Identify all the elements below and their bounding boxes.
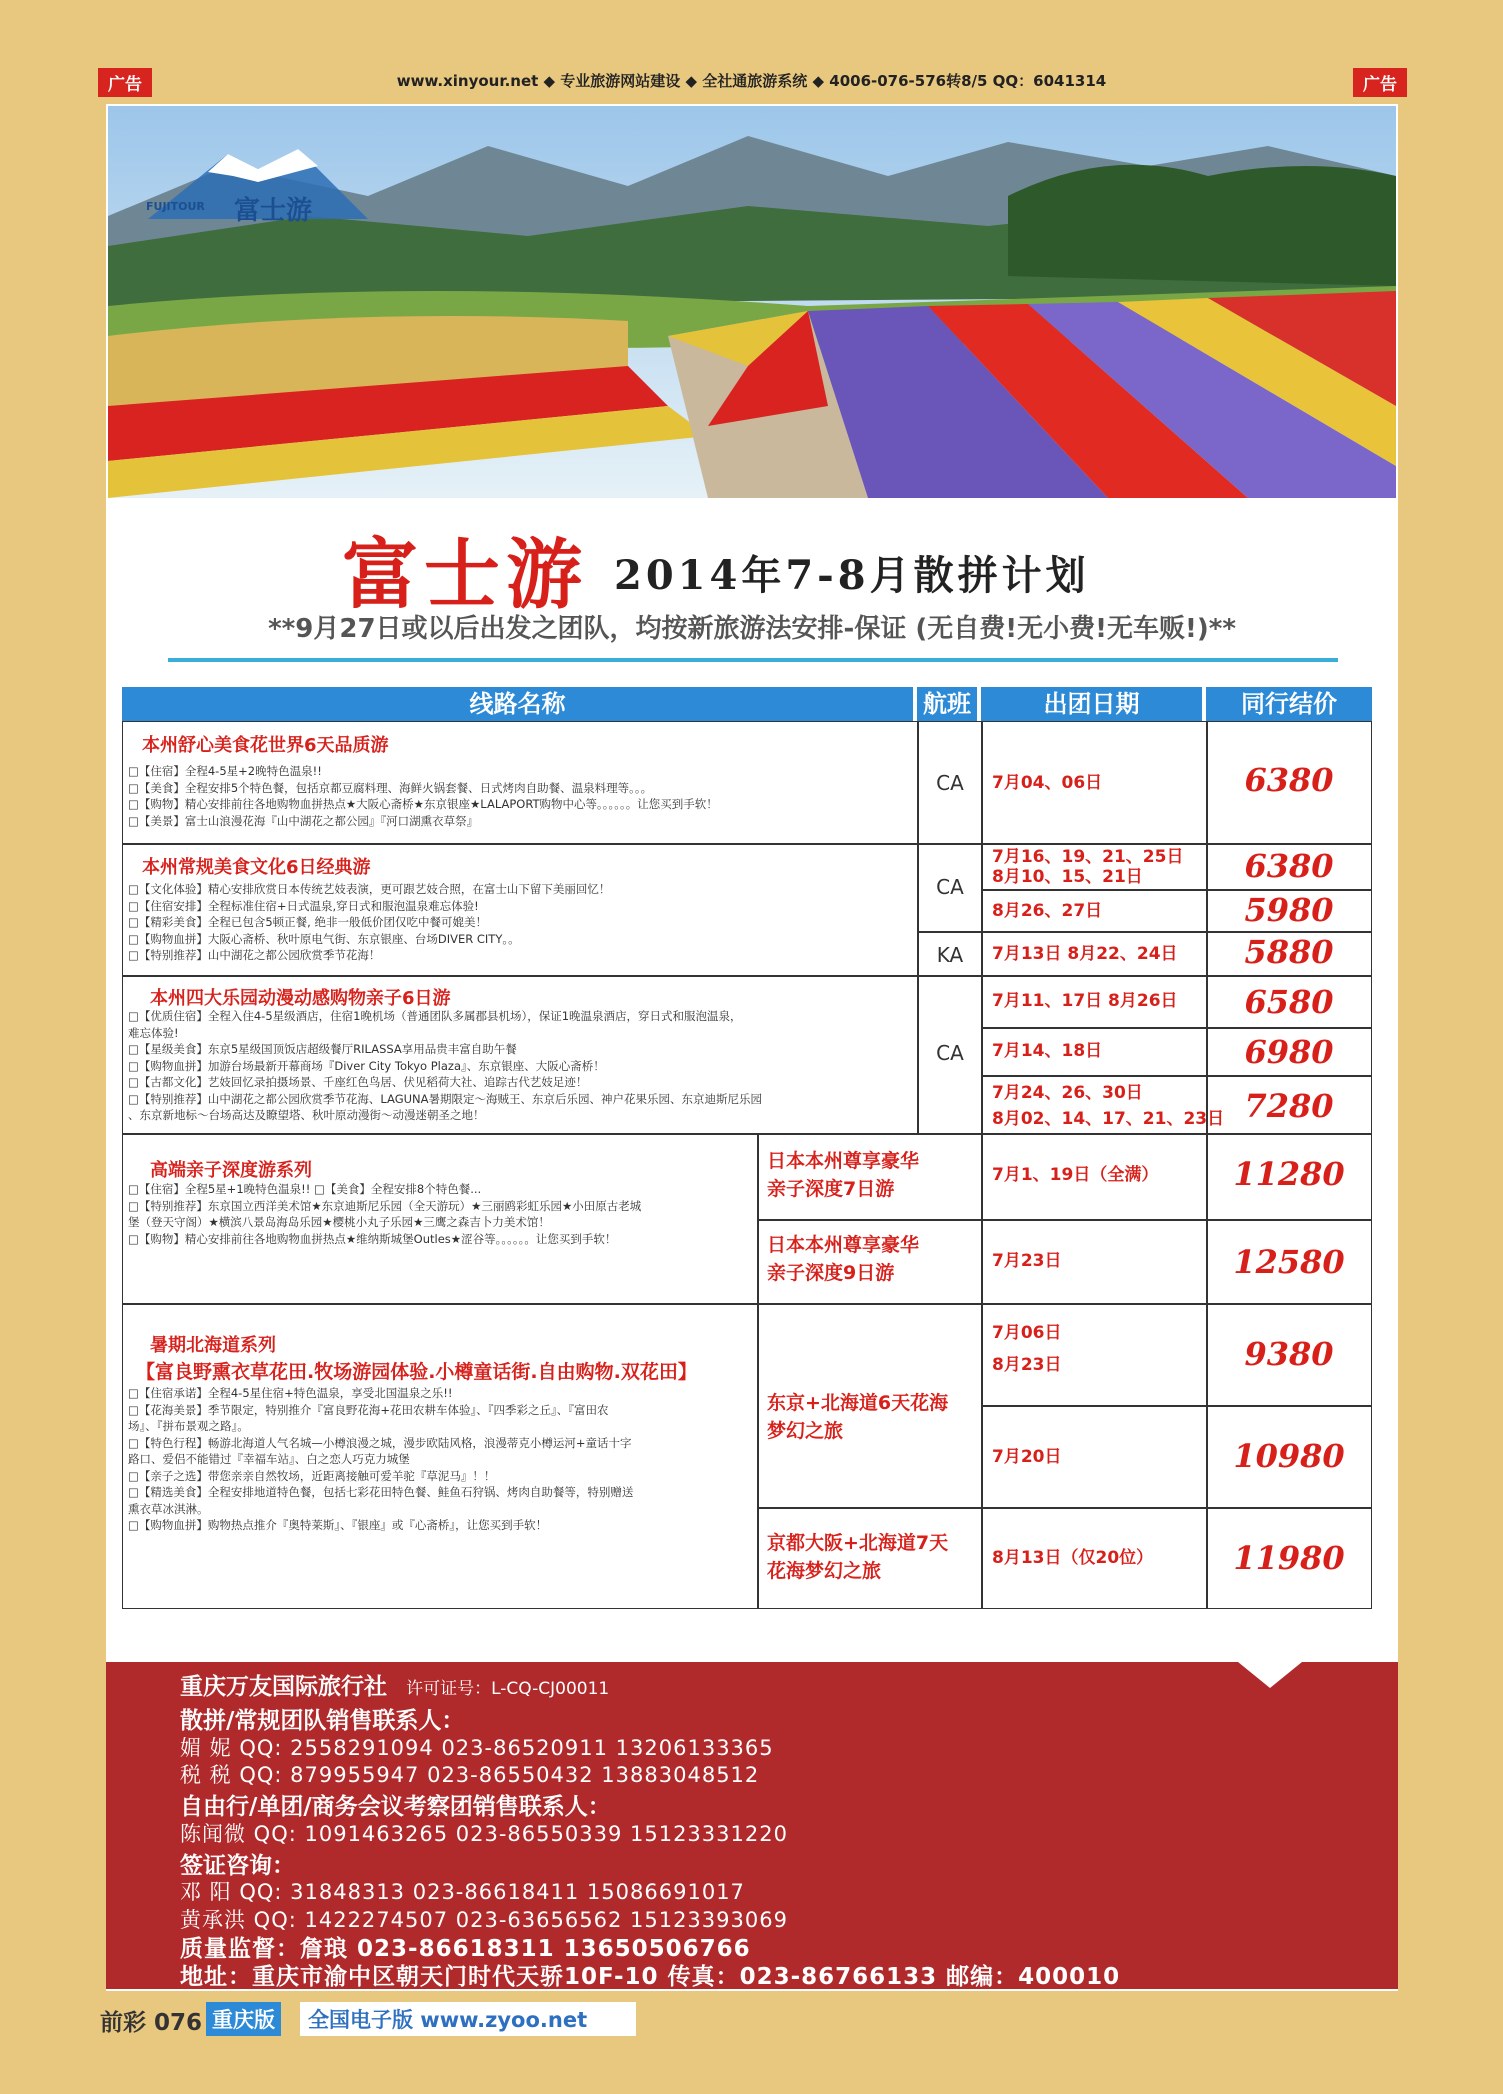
header-airline: 航班 (917, 687, 977, 721)
company-row (180, 1668, 609, 1701)
bullet-line: □【特色行程】畅游北海道人气名城—小樽浪漫之城，漫步欧陆风格，浪漫蒂克小樽运河+童话十字 (128, 1435, 632, 1450)
route-bullets (128, 1181, 641, 1247)
company-name: 重庆万友国际旅行社 (180, 1674, 387, 1700)
bullet-line: □【住宿安排】全程标准住宿+日式温泉,穿日式和服泡温泉难忘体验! (128, 898, 479, 913)
price-value: 5980 (1244, 891, 1334, 929)
product-name (767, 1231, 919, 1287)
ad-tag-left: 广告 (98, 68, 152, 97)
bullet-line: □【购物】精心安排前往各地购物血拼热点★大阪心斋桥★东京银座★LALAPORT购物中心等。。。。。。让您买到手软！ (128, 797, 718, 811)
route-bullets (128, 1008, 762, 1124)
bullet-line: □【精彩美食】全程已包含5顿正餐, 绝非一般低价团仅吃中餐可媲美！ (128, 915, 487, 929)
bullet-line: □【特别推荐】东京国立西洋美术馆★东京迪斯尼乐园（全天游玩）★三丽鸥彩虹乐园★小田原古老城 (128, 1198, 642, 1213)
price-value: 6980 (1244, 1033, 1334, 1071)
bullet-line: □【星级美食】东京5星级国顶饭店超级餐厅RILASSA享用品贵丰富自助午餐 (128, 1042, 517, 1056)
bullet-line: □【购物】精心安排前往各地购物血拼热点★维纳斯城堡Outles★涩谷等。。。。。。让您买到手软！ (128, 1231, 617, 1246)
fujitour-logo (138, 134, 378, 234)
airline-code: KA (936, 943, 964, 967)
product-name (767, 1529, 948, 1585)
product-line: 花海梦幻之旅 (767, 1560, 882, 1582)
contact-heading: 签证咨询： (180, 1853, 295, 1879)
product-line: 京都大阪+北海道7天 (767, 1532, 949, 1554)
departure-date: 8月26、27日 (992, 901, 1103, 921)
departure-date: 7月04、06日 (992, 773, 1103, 793)
bullet-line: □【亲子之选】带您亲亲自然牧场，近距离接触可爱羊驼『草泥马』！！ (128, 1468, 496, 1483)
contact-line: 陈闻微 QQ: 1091463265 023-86550339 15123331220 (180, 1822, 788, 1846)
departure-date: 8月13日（仅20位） (992, 1548, 1154, 1568)
bullet-line: □【购物血拼】大阪心斋桥、秋叶原电气街、东京银座、台场DIVER CITY。。 (128, 931, 520, 946)
header-route: 线路名称 (122, 687, 913, 721)
price-value: 11280 (1233, 1155, 1345, 1193)
blue-divider (168, 658, 1338, 662)
bullet-line: □【住宿】全程4-5星+2晚特色温泉!! (128, 764, 322, 778)
hero-image (108, 106, 1396, 498)
title-row (106, 514, 1398, 619)
route-title: 暑期北海道系列 (150, 1335, 276, 1356)
departure-date: 7月24、26、30日 (992, 1083, 1143, 1103)
airline-code: CA (936, 1041, 964, 1065)
departure-date: 7月20日 (992, 1447, 1062, 1467)
route-bullets (128, 1385, 633, 1534)
header-dates: 出团日期 (981, 687, 1202, 721)
bullet-line: □【住宿】全程5星+1晚特色温泉!! □【美食】全程安排8个特色餐... (128, 1182, 482, 1196)
departure-date: 7月11、17日 8月26日 (992, 991, 1178, 1011)
bullet-line: □【住宿承诺】全程4-5星住宿+特色温泉，享受北国温泉之乐!! (128, 1386, 453, 1400)
route-title: 本州舒心美食花世界6天品质游 (142, 735, 389, 756)
bullet-line: 、东京新地标～台场高达及瞭望塔、秋叶原动漫街～动漫迷朝圣之地！ (128, 1108, 485, 1122)
price-value: 11980 (1233, 1539, 1345, 1577)
license-number: 许可证号：L-CQ-CJ00011 (406, 1679, 610, 1699)
edition-badge: 重庆版 (206, 2002, 281, 2036)
airline-code: CA (936, 875, 964, 899)
price-value: 10980 (1233, 1437, 1345, 1475)
contact-line: 媚 妮 QQ: 2558291094 023-86520911 13206133365 (180, 1736, 774, 1760)
notice-line: **9月27日或以后出发之团队，均按新旅游法安排-保证 (无自费!无小费!无车贩!)** (268, 614, 1236, 644)
route-bullets (128, 881, 610, 964)
price-value: 7280 (1244, 1087, 1334, 1125)
route-title: 高端亲子深度游系列 (150, 1160, 312, 1181)
route-bullets (128, 763, 718, 829)
bullet-line: 路口、爱侣不能错过『幸福车站』、白之恋人巧克力城堡 (128, 1452, 410, 1466)
departure-date: 7月13日 8月22、24日 (992, 944, 1178, 964)
departure-date: 7月23日 (992, 1251, 1062, 1271)
price-value: 6380 (1244, 761, 1334, 799)
product-line: 东京+北海道6天花海 (767, 1392, 949, 1414)
price-value: 6380 (1244, 847, 1334, 885)
brand-title: 富士游 (342, 530, 588, 619)
route-title: 本州常规美食文化6日经典游 (142, 857, 371, 878)
product-line: 亲子深度9日游 (767, 1262, 895, 1284)
departure-date: 8月10、15、21日 (992, 867, 1143, 887)
contact-heading: 散拼/常规团队销售联系人： (180, 1708, 465, 1734)
plan-title: 2014年7-8月散拼计划 (614, 552, 1090, 599)
departure-date: 7月16、19、21、25日 (992, 847, 1184, 867)
bullet-line: □【购物血拼】购物热点推介『奥特莱斯』、『银座』或『心斋桥』，让您买到手软！ (128, 1518, 548, 1532)
contact-line: 税 税 QQ: 879955947 023-86550432 13883048512 (180, 1763, 760, 1787)
bullet-line: □【购物血拼】加游台场最新开幕商场『Diver City Tokyo Plaza』、东京银座、大阪心斋桥！ (128, 1058, 605, 1073)
contact-footer (106, 1662, 1398, 1989)
bullet-line: □【美景】富士山浪漫花海『山中湖花之都公园』『河口湖熏衣草祭』 (128, 813, 479, 828)
bullet-line: □【特别推荐】山中湖花之都公园欣赏季节花海！ (128, 948, 381, 962)
price-value: 12580 (1233, 1243, 1345, 1281)
logo-cn: 富士游 (234, 196, 313, 226)
departure-date: 7月1、19日（全满） (992, 1165, 1159, 1185)
price-value: 9380 (1244, 1335, 1334, 1373)
product-line: 日本本州尊享豪华 (767, 1150, 920, 1172)
bullet-line: □【花海美景】季节限定，特别推介『富良野花海+花田农耕车体验』、『四季彩之丘』、『富田农 (128, 1402, 609, 1417)
bullet-line: 难忘体验! (128, 1025, 179, 1040)
product-line: 日本本州尊享豪华 (767, 1234, 920, 1256)
departure-date: 7月14、18日 (992, 1041, 1103, 1061)
contact-line: 邓 阳 QQ: 31848313 023-86618411 15086691017 (180, 1880, 745, 1904)
departure-date: 8月02、14、17、21、23日 (992, 1109, 1225, 1129)
table-header (122, 687, 1372, 721)
bullet-line: □【文化体验】精心安排欣赏日本传统艺妓表演，更可跟艺妓合照，在富士山下留下美丽回忆！ (128, 882, 611, 896)
route-title: 本州四大乐园动漫动感购物亲子6日游 (150, 988, 451, 1009)
bullet-line: 场』、『拼布景观之路』。 (128, 1419, 249, 1433)
quality-supervision: 质量监督：詹琅 023-86618311 13650506766 (180, 1936, 751, 1962)
bullet-line: □【优质住宿】全程入住4-5星级酒店，住宿1晚机场（普通团队多属郡县机场），保证1晚温泉酒店，穿日式和服泡温泉， (128, 1009, 742, 1023)
bullet-line: □【特别推荐】山中湖花之都公园欣赏季节花海、LAGUNA暑期限定～海贼王、东京后乐园、神户花果乐园、东京迪斯尼乐园 (128, 1091, 762, 1106)
national-edition-link[interactable]: 全国电子版 www.zyoo.net (300, 2002, 636, 2036)
product-line: 亲子深度7日游 (767, 1178, 895, 1200)
contact-heading: 自由行/单团/商务会议考察团销售联系人： (180, 1794, 611, 1820)
schedule-table (122, 721, 1372, 1727)
footer-notch (1238, 1662, 1302, 1688)
top-info-bar: www.xinyour.net ◆ 专业旅游网站建设 ◆ 全社通旅游系统 ◆ 4006-076-576转8/5 QQ：6041314 (396, 72, 1107, 90)
price-value: 6580 (1244, 983, 1334, 1021)
airline-code: CA (936, 771, 964, 795)
price-value: 5880 (1244, 933, 1334, 971)
bullet-line: 熏衣草冰淇淋。 (128, 1501, 209, 1516)
logo-latin: FUJITOUR (146, 200, 205, 213)
departure-date: 7月06日 (992, 1323, 1062, 1343)
bullet-line: □【古都文化】艺妓回忆录拍摄场景、千座红色鸟居、伏见稻荷大社、追踪古代艺妓足迹！ (128, 1075, 588, 1089)
header-price: 同行结价 (1206, 687, 1372, 721)
contact-line: 黄承洪 QQ: 1422274507 023-63656562 15123393069 (180, 1908, 788, 1932)
route-subtitle: 【富良野熏衣草花田.牧场游园体验.小樽童话街.自由购物.双花田】 (136, 1361, 697, 1383)
page-number: 前彩 076 (100, 2010, 203, 2036)
bullet-line: □【精选美食】全程安排地道特色餐，包括七彩花田特色餐、鲑鱼石狩锅、烤肉自助餐等，特别赠送 (128, 1485, 634, 1499)
bullet-line: 堡（登天守阁）★横滨八景岛海岛乐园★樱桃小丸子乐园★三鹰之森吉卜力美术馆！ (128, 1215, 550, 1229)
departure-date: 8月23日 (992, 1355, 1062, 1375)
address-line: 地址：重庆市渝中区朝天门时代天骄10F-10 传真：023-86766133 邮编：400010 (180, 1964, 1121, 1990)
ad-tag-right: 广告 (1353, 68, 1407, 97)
bullet-line: □【美食】全程安排5个特色餐，包括京都豆腐料理、海鲜火锅套餐、日式烤肉自助餐、温泉料理等。。。 (128, 780, 653, 795)
product-line: 梦幻之旅 (767, 1420, 844, 1442)
product-name (767, 1147, 919, 1203)
product-name (767, 1389, 948, 1445)
